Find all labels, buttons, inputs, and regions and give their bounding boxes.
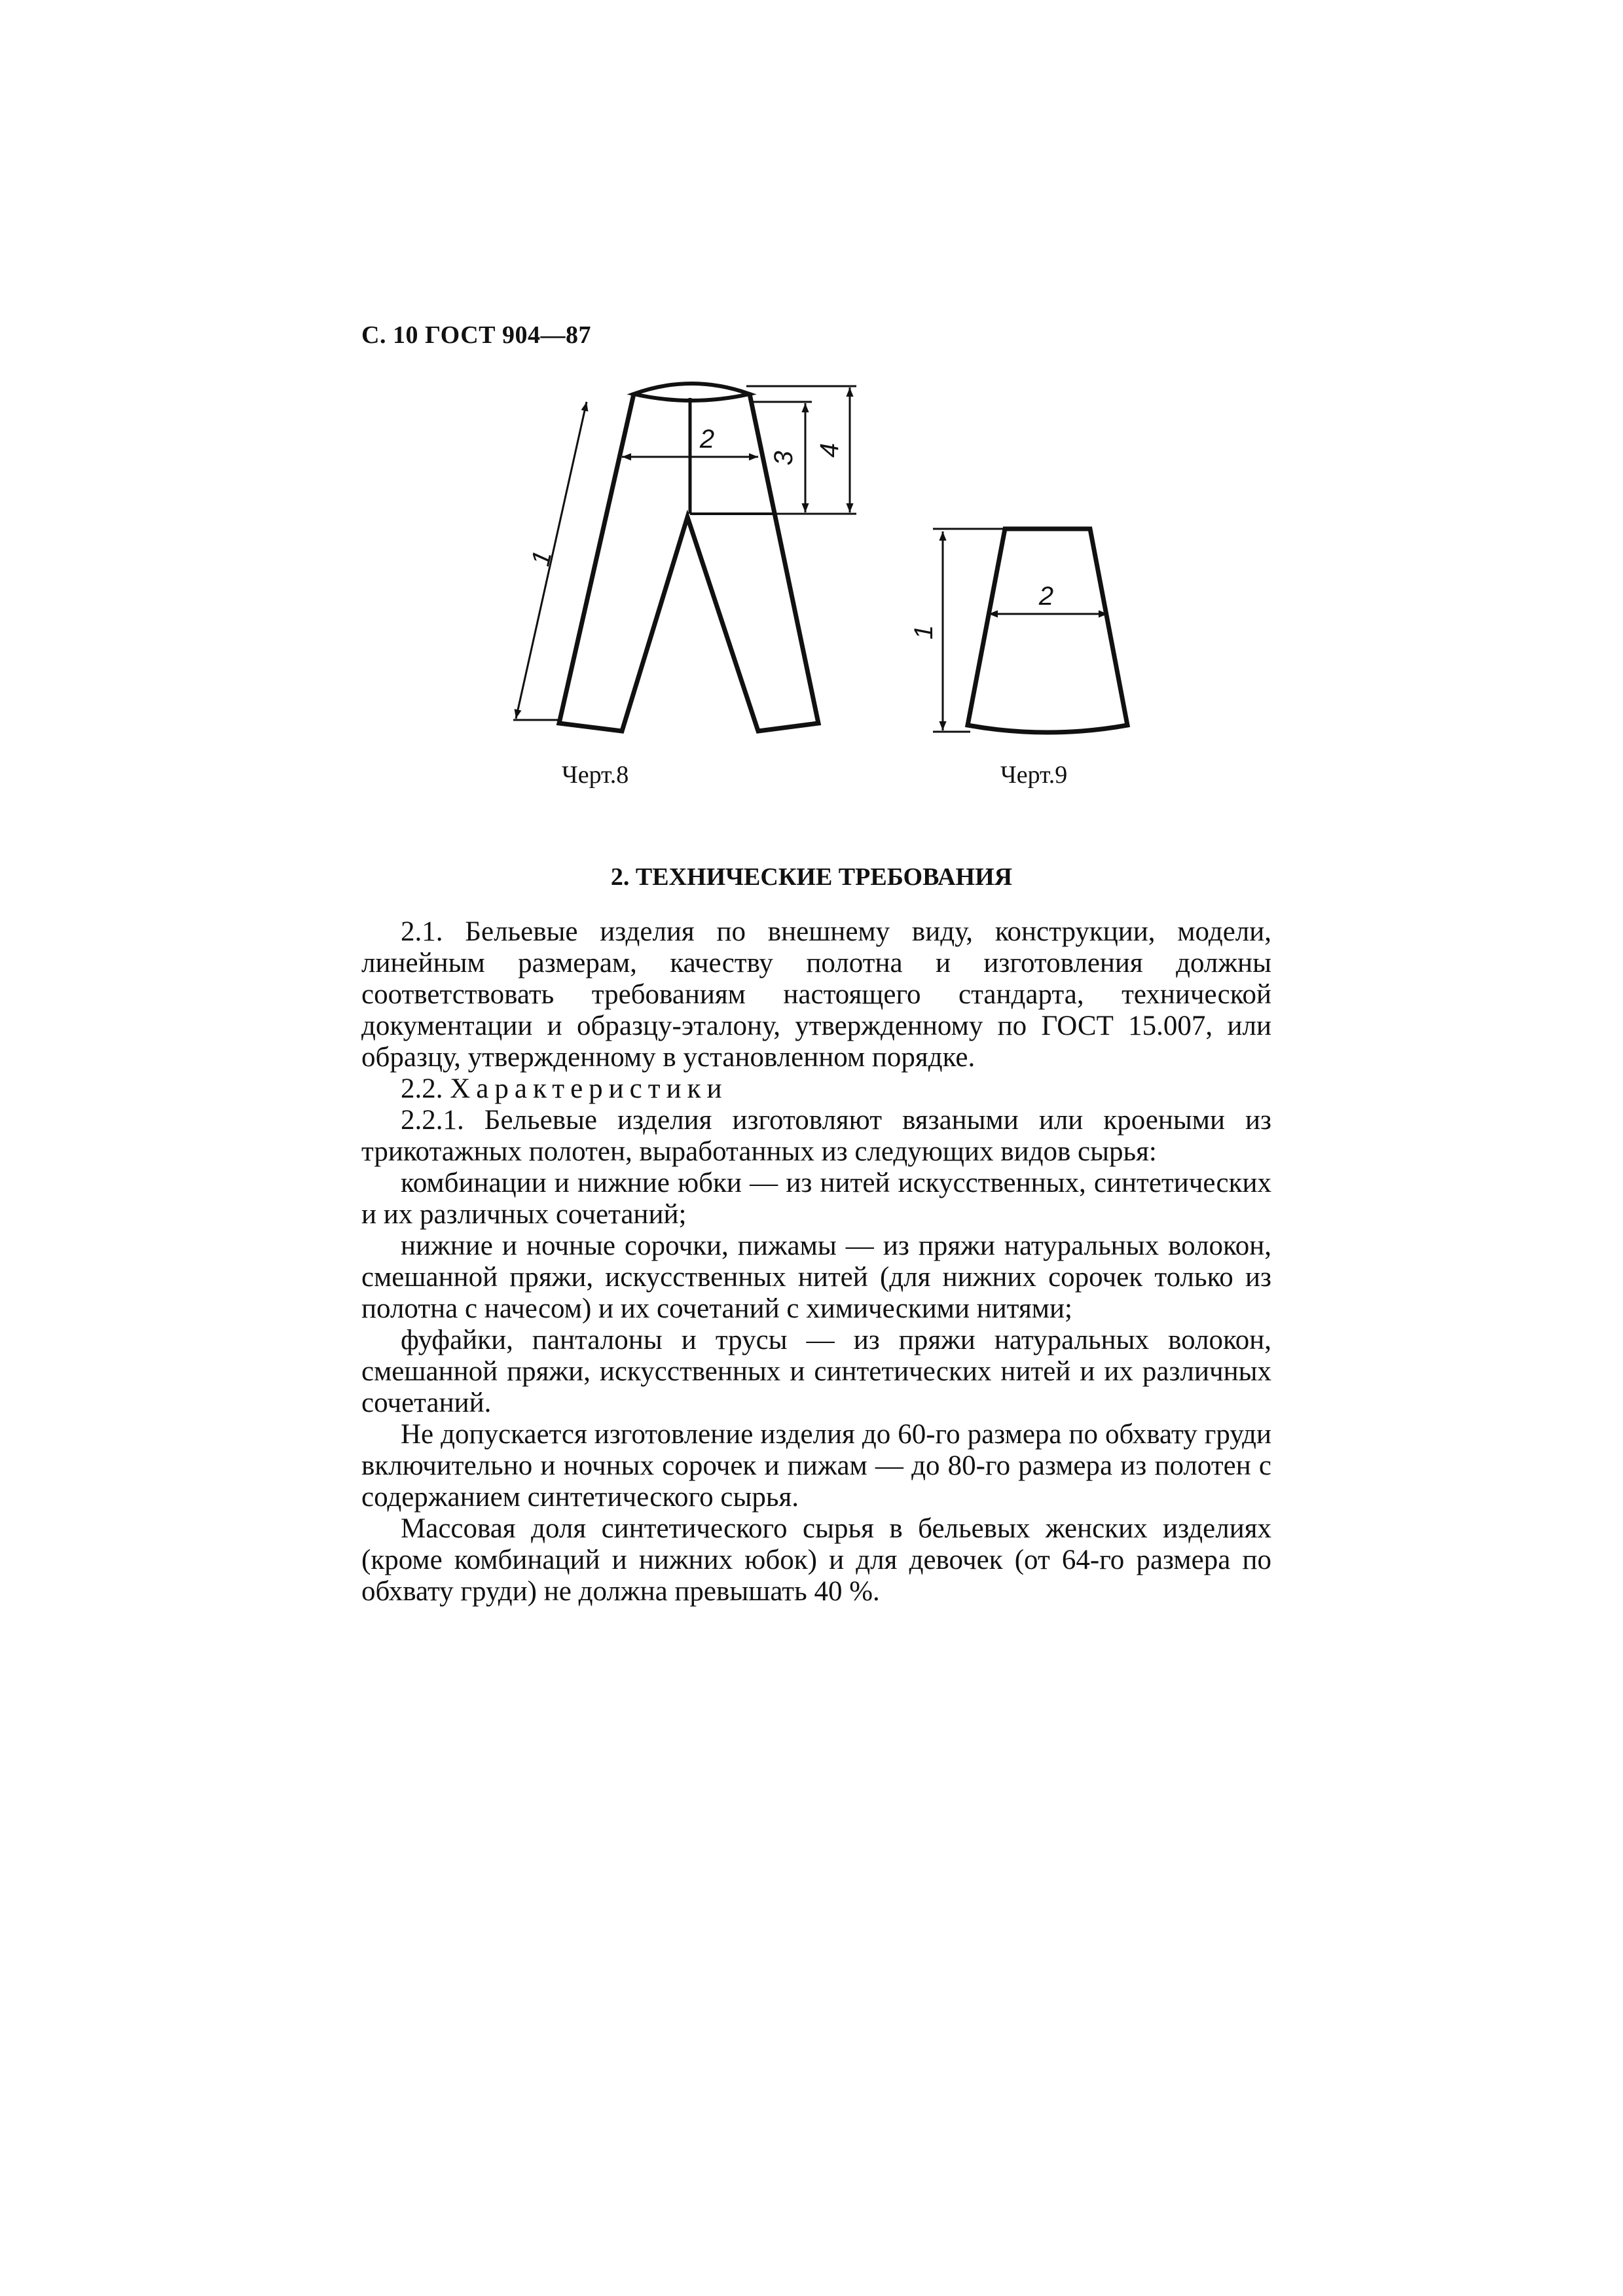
paragraph-synthetic-share: Массовая доля синтетического сырья в бельевых женских изделиях (кроме комбинаций и нижних юбок) и для девочек (от 64-го размера по обхвату груди) не должна превышать 40 %. [361, 1513, 1271, 1607]
paragraph-2-2-1: 2.2.1. Бельевые изделия изготовляют вязаными или кроеными из трикотажных полотен, выработанных из следующих видов сырья: [361, 1105, 1271, 1167]
label-2: 2 [1038, 582, 1054, 611]
page-header: С. 10 ГОСТ 904—87 [361, 321, 591, 349]
paragraph-combinations: комбинации и нижние юбки — из нитей искусственных, синтетических и их различных сочетаний; [361, 1168, 1271, 1230]
body-text [361, 916, 1271, 1607]
label-4: 4 [815, 442, 844, 458]
figure-8-caption: Черт.8 [562, 761, 629, 789]
paragraph-2-1: 2.1. Бельевые изделия по внешнему виду, конструкции, модели, линейным размерам, качеству полотна и изготовления должны соответствовать требованиям настоящего стандарта, технической документации и образцу-эталону, утвержденному по ГОСТ 15.007, или образцу, утвержденному в установленном порядке. [361, 916, 1271, 1073]
technical-drawings [0, 0, 1623, 851]
section-title: 2. ТЕХНИЧЕСКИЕ ТРЕБОВАНИЯ [610, 863, 1013, 891]
paragraph-restriction: Не допускается изготовление изделия до 60-го размера по обхвату груди включительно и ночных сорочек и пижам — до 80-го размера из полотен с содержанием синтетического сырья. [361, 1419, 1271, 1513]
label-1: 1 [909, 624, 938, 640]
label-2: 2 [699, 425, 715, 454]
figure-9-caption: Черт.9 [1000, 761, 1068, 789]
paragraph-2-2-number: 2.2. [401, 1073, 443, 1104]
label-1: 1 [526, 548, 558, 569]
paragraph-undershirts: фуфайки, панталоны и трусы — из пряжи натуральных волокон, смешанной пряжи, искусственных и синтетических нитей и их различных сочетаний. [361, 1325, 1271, 1418]
figure-9-skirt [909, 529, 1127, 732]
skirt-outline [968, 529, 1127, 732]
label-3: 3 [769, 450, 798, 466]
paragraph-2-2 [361, 1073, 1271, 1105]
paragraph-nightgowns: нижние и ночные сорочки, пижамы — из пряжи натуральных волокон, смешанной пряжи, искусственных нитей (для нижних сорочек только из полотна с начесом) и их сочетаний с химическими нитями; [361, 1230, 1271, 1324]
paragraph-2-2-heading: Характеристики [450, 1073, 728, 1104]
figure-8-trousers [513, 384, 856, 731]
